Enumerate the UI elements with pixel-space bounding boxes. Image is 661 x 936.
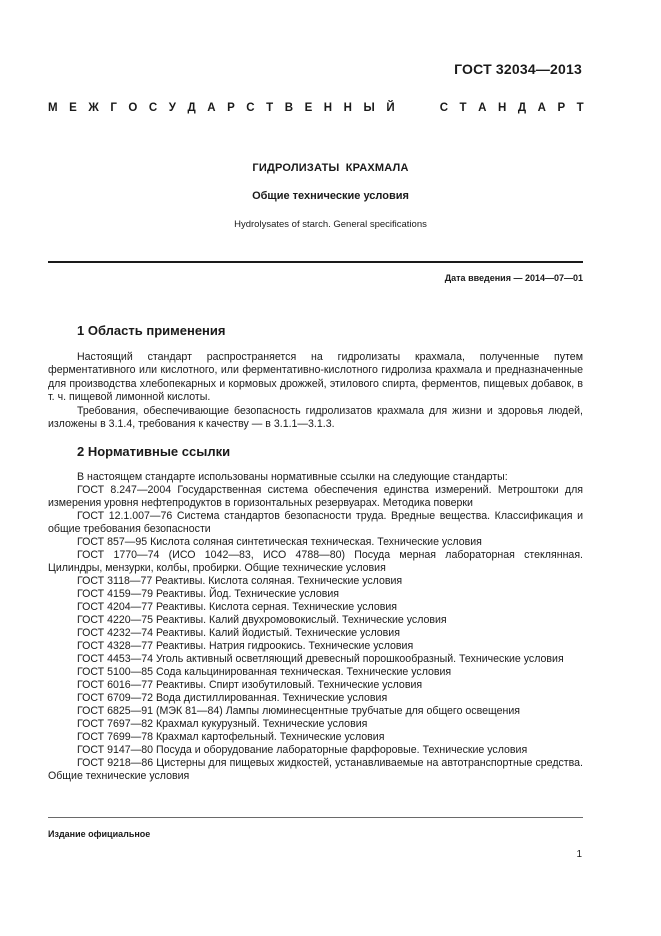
reference-item: ГОСТ 7699—78 Крахмал картофельный. Технические условия <box>77 731 385 743</box>
reference-item: ГОСТ 4204—77 Реактивы. Кислота серная. Технические условия <box>77 601 398 613</box>
document-subtitle: Общие технические условия <box>252 190 409 202</box>
standard-letter: А <box>537 102 546 114</box>
interstate-letter: У <box>168 102 176 114</box>
reference-item: ГОСТ 12.1.007—76 Система стандартов безопасности труда. Вредные вещества. Классификация и общие требования безопасности <box>48 510 583 535</box>
interstate-letter: А <box>207 102 216 114</box>
interstate-standard-banner <box>48 102 584 114</box>
section-2-heading: 2 Нормативные ссылки <box>77 444 231 459</box>
interstate-letter: Ж <box>88 102 99 114</box>
standard-letter: А <box>478 102 487 114</box>
interstate-letter: Е <box>304 102 313 114</box>
interstate-letter: Г <box>110 102 117 114</box>
references-intro: В настоящем стандарте использованы нормативные ссылки на следующие стандарты: <box>77 471 508 483</box>
reference-item: ГОСТ 6709—72 Вода дистиллированная. Технические условия <box>77 692 388 704</box>
reference-item: ГОСТ 7697—82 Крахмал кукурузный. Технические условия <box>77 718 368 730</box>
standard-letter: Т <box>576 102 584 114</box>
reference-item: ГОСТ 8.247—2004 Государственная система обеспечения единства измерений. Метроштоки для измерения уровня нефтепродуктов в горизонтальных резервуарах. Методика поверки <box>48 484 583 509</box>
official-edition-label: Издание официальное <box>48 829 151 839</box>
normative-references-list <box>48 471 583 783</box>
reference-item: ГОСТ 4159—79 Реактивы. Йод. Технические условия <box>77 588 340 600</box>
reference-item: ГОСТ 6825—91 (МЭК 81—84) Лампы люминесцентные трубчатые для общего освещения <box>77 705 520 717</box>
section-1-heading: 1 Область применения <box>77 323 226 338</box>
header-divider <box>48 261 583 263</box>
introduction-date: Дата введения — 2014—07—01 <box>444 273 583 283</box>
interstate-letter: Т <box>266 102 274 114</box>
interstate-letter: С <box>148 102 158 114</box>
standard-letter: Д <box>517 102 527 114</box>
interstate-letter: С <box>246 102 255 114</box>
interstate-letter: Н <box>323 102 333 114</box>
section-1-paragraph: Требования, обеспечивающие безопасность гидролизатов крахмала для жизни и здоровья людей, изложены в 3.1.4, требования к качеству — в 3.1.1—3.1.3. <box>48 404 583 431</box>
interstate-letter: В <box>284 102 294 114</box>
interstate-letter: М <box>48 102 58 114</box>
reference-item: ГОСТ 9218—86 Цистерны для пищевых жидкостей, устанавливаемые на автотранспортные средства. Общие технические условия <box>48 757 583 782</box>
reference-item: ГОСТ 9147—80 Посуда и оборудование лабораторные фарфоровые. Технические условия <box>77 744 528 756</box>
reference-item: ГОСТ 857—95 Кислота соляная синтетическая техническая. Технические условия <box>77 536 482 548</box>
reference-item: ГОСТ 4453—74 Уголь активный осветляющий древесный порошкообразный. Технические условия <box>77 653 564 665</box>
standard-letter: Н <box>497 102 507 114</box>
standard-letter: Т <box>459 102 467 114</box>
reference-item: ГОСТ 3118—77 Реактивы. Кислота соляная. Технические условия <box>77 575 403 587</box>
reference-item: ГОСТ 4328—77 Реактивы. Натрия гидроокись. Технические условия <box>77 640 414 652</box>
document-title-english: Hydrolysates of starch. General specifications <box>234 219 427 230</box>
interstate-letter: Р <box>227 102 235 114</box>
document-title: ГИДРОЛИЗАТЫ КРАХМАЛА <box>252 162 409 174</box>
reference-item: ГОСТ 1770—74 (ИСО 1042—83, ИСО 4788—80) Посуда мерная лабораторная стеклянная. Цилиндры, мензурки, колбы, пробирки. Общие технические условия <box>48 549 583 574</box>
standard-letter: Р <box>557 102 566 114</box>
interstate-letter: Ы <box>363 102 375 114</box>
document-code: ГОСТ 32034—2013 <box>454 61 582 77</box>
section-1-paragraph: Настоящий стандарт распространяется на гидролизаты крахмала, полученные путем ферментативного или кислотного, или ферментативно-кислотного гидролиза крахмала и предназначенные для производства хлебопекарных и кормовых дрожжей, этилового спирта, ферментов, пищевых добавок, в т. ч. пищевой лимонной кислоты. <box>48 351 583 404</box>
page-number: 1 <box>576 849 582 860</box>
section-1-body <box>48 351 583 431</box>
interstate-letter: Е <box>69 102 77 114</box>
reference-item: ГОСТ 5100—85 Сода кальцинированная техническая. Технические условия <box>77 666 452 678</box>
reference-item: ГОСТ 4220—75 Реактивы. Калий двухромовокислый. Технические условия <box>77 614 447 626</box>
interstate-letter: О <box>128 102 138 114</box>
reference-item: ГОСТ 4232—74 Реактивы. Калий йодистый. Технические условия <box>77 627 400 639</box>
banner-gap <box>406 102 428 114</box>
interstate-letter: Д <box>187 102 196 114</box>
interstate-letter: Й <box>386 102 395 114</box>
interstate-letter: Н <box>343 102 352 114</box>
reference-item: ГОСТ 6016—77 Реактивы. Спирт изобутиловый. Технические условия <box>77 679 423 691</box>
standard-letter: С <box>439 102 448 114</box>
footer-divider <box>48 817 583 818</box>
